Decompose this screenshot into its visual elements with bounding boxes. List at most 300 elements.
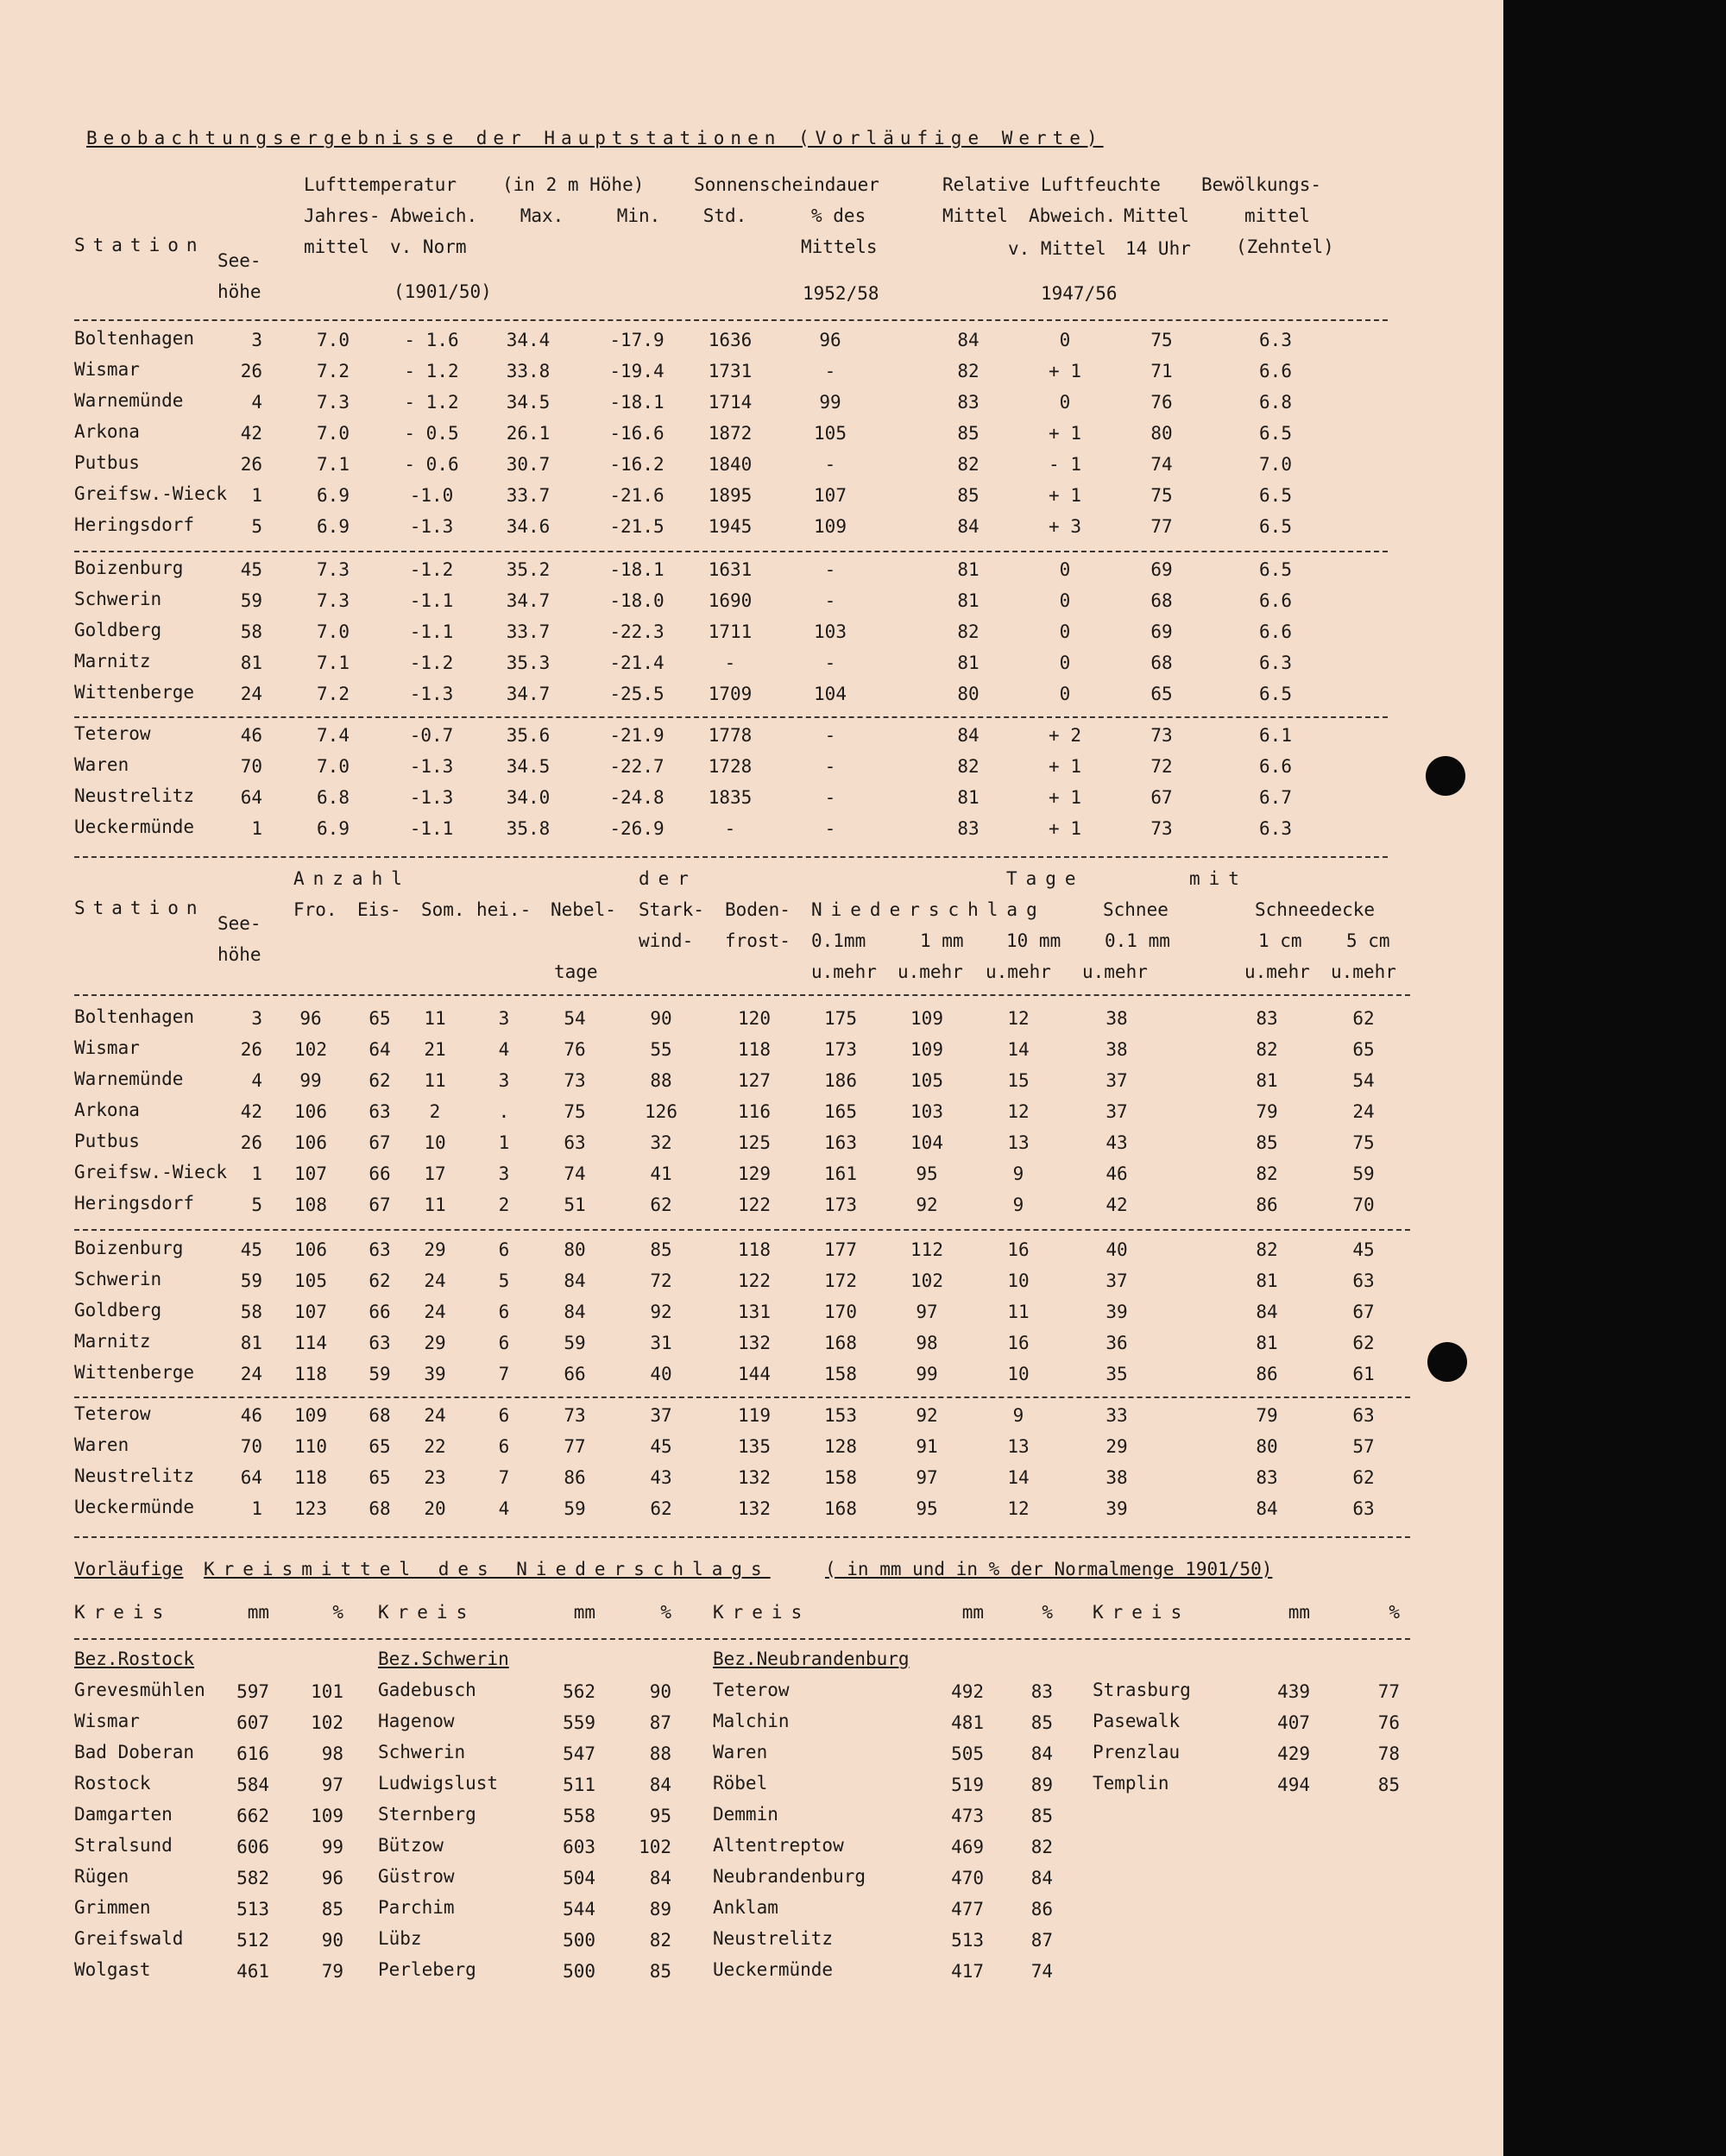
kreis-pct: 84	[1030, 1868, 1053, 1888]
cell-n01: 177	[824, 1239, 857, 1260]
kreis-pct: 83	[1030, 1681, 1053, 1702]
cell-hei: 6	[498, 1333, 510, 1353]
cell-std: 1895	[708, 485, 753, 506]
cell-n01: 153	[824, 1405, 857, 1426]
cell-wind: 40	[650, 1364, 672, 1384]
kreis-name: Bad Doberan	[74, 1742, 195, 1762]
kreis-mm: 544	[563, 1899, 595, 1920]
cell-rf14: 75	[1150, 330, 1173, 350]
col-header: Mittel	[942, 205, 1008, 226]
cell-bod: 125	[738, 1132, 771, 1153]
cell-bod: 144	[738, 1364, 771, 1384]
cell-pct: 96	[819, 330, 841, 350]
kreis-name: Malchin	[713, 1711, 790, 1731]
col-header: See-	[217, 913, 261, 934]
cell-h: 3	[251, 330, 262, 350]
col-header: u.mehr	[811, 961, 877, 982]
cell-bw: 6.5	[1259, 684, 1292, 704]
cell-som: 17	[424, 1163, 446, 1184]
cell-max: 33.8	[506, 361, 551, 381]
cell-sd1: 83	[1256, 1467, 1278, 1488]
cell-sd5: 63	[1352, 1498, 1375, 1519]
kreis-name: Ludwigslust	[378, 1773, 499, 1794]
cell-bw: 6.3	[1259, 330, 1292, 350]
cell-pct: -	[824, 756, 836, 777]
cell-n1: 99	[916, 1364, 938, 1384]
cell-sd5: 62	[1352, 1008, 1375, 1029]
cell-rf14: 73	[1150, 725, 1173, 746]
kreis-name: Neustrelitz	[713, 1928, 834, 1949]
kreis-pct: 85	[649, 1961, 671, 1982]
cell-std: 1728	[708, 756, 753, 777]
cell-som: 10	[424, 1132, 446, 1153]
cell-dev: - 0.5	[404, 423, 459, 444]
cell-n1: 109	[910, 1008, 943, 1029]
cell-h: 81	[240, 652, 262, 673]
cell-mean: 7.0	[317, 330, 350, 350]
cell-n10: 12	[1007, 1008, 1030, 1029]
kreis-pct: 76	[1377, 1712, 1400, 1733]
cell-n1: 98	[916, 1333, 938, 1353]
kreis-header: mm	[573, 1602, 595, 1623]
kreis-name: Stralsund	[74, 1835, 173, 1856]
cell-neb: 59	[564, 1498, 586, 1519]
cell-rfdev: 0	[1059, 590, 1071, 611]
kreis-pct: 90	[321, 1930, 343, 1951]
cell-rf14: 69	[1150, 559, 1173, 580]
cell-n10: 15	[1007, 1070, 1030, 1091]
cell-pct: -	[824, 454, 836, 475]
kreis-name: Altentreptow	[713, 1835, 844, 1856]
col-header: Niederschlag	[811, 899, 1046, 920]
cell-rf: 84	[957, 725, 980, 746]
cell-som: 20	[424, 1498, 446, 1519]
cell-sd5: 24	[1352, 1101, 1375, 1122]
bezirk-label: Bez.Neubrandenburg	[713, 1649, 910, 1669]
cell-s01: 39	[1106, 1302, 1128, 1322]
kreis-mm: 407	[1277, 1712, 1310, 1733]
dashed-rule	[74, 994, 1410, 996]
cell-n1: 104	[910, 1132, 943, 1153]
cell-n1: 112	[910, 1239, 943, 1260]
cell-eis: 62	[369, 1270, 391, 1291]
cell-mean: 7.3	[317, 392, 350, 413]
cell-dev: -1.3	[409, 516, 454, 537]
cell-h: 5	[251, 1195, 262, 1215]
col-header: (1901/50)	[394, 281, 492, 302]
kreis-name: Röbel	[713, 1773, 768, 1794]
cell-rf14: 72	[1150, 756, 1173, 777]
cell-n01: 173	[824, 1195, 857, 1215]
cell-s01: 38	[1106, 1008, 1128, 1029]
cell-som: 29	[424, 1333, 446, 1353]
cell-h: 58	[240, 621, 262, 642]
cell-dev: - 1.6	[404, 330, 459, 350]
col-header: See-	[217, 250, 261, 271]
col-header: Stark-	[639, 899, 704, 920]
cell-max: 30.7	[506, 454, 551, 475]
cell-n10: 9	[1012, 1163, 1024, 1184]
cell-hei: 1	[498, 1132, 510, 1153]
cell-sd1: 86	[1256, 1364, 1278, 1384]
kreis-name: Hagenow	[378, 1711, 455, 1731]
col-header: Abweich.	[1029, 205, 1117, 226]
cell-max: 35.6	[506, 725, 551, 746]
col-header: Abweich.	[390, 205, 478, 226]
cell-sd1: 81	[1256, 1070, 1278, 1091]
cell-h: 45	[240, 1239, 262, 1260]
cell-s01: 37	[1106, 1270, 1128, 1291]
cell-eis: 66	[369, 1163, 391, 1184]
col-header: Min.	[616, 205, 661, 226]
cell-rfdev: 0	[1059, 652, 1071, 673]
kreis-mm: 481	[951, 1712, 984, 1733]
station-name: Neustrelitz	[74, 785, 195, 806]
cell-som: 24	[424, 1405, 446, 1426]
cell-rfdev: 0	[1059, 684, 1071, 704]
kreis-mm: 559	[563, 1712, 595, 1733]
cell-std: 1731	[708, 361, 753, 381]
kreis-mm: 500	[563, 1961, 595, 1982]
cell-n10: 11	[1007, 1302, 1030, 1322]
col-header: Schnee	[1103, 899, 1169, 920]
col-header: wind-	[639, 930, 694, 951]
cell-bw: 6.6	[1259, 621, 1292, 642]
kreis-header: Kreis	[378, 1602, 476, 1623]
cell-h: 1	[251, 1163, 262, 1184]
cell-som: 22	[424, 1436, 446, 1457]
col-header: frost-	[725, 930, 791, 951]
col-header: Mittel	[1124, 205, 1189, 226]
cell-n1: 97	[916, 1467, 938, 1488]
kreis-pct: 85	[1377, 1775, 1400, 1795]
cell-h: 42	[240, 1101, 262, 1122]
kreis-pct: 85	[1030, 1806, 1053, 1826]
col-header: 0.1 mm	[1105, 930, 1170, 951]
cell-std: -	[724, 818, 736, 839]
cell-n01: 168	[824, 1333, 857, 1353]
cell-n1: 105	[910, 1070, 943, 1091]
col-header: Tage	[1006, 868, 1085, 889]
cell-n01: 163	[824, 1132, 857, 1153]
cell-std: 1714	[708, 392, 753, 413]
cell-h: 81	[240, 1333, 262, 1353]
cell-pct: 103	[814, 621, 847, 642]
cell-hei: 3	[498, 1163, 510, 1184]
kreis-mm: 492	[951, 1681, 984, 1702]
cell-hei: .	[498, 1101, 510, 1122]
cell-rfdev: + 1	[1049, 787, 1081, 808]
col-header: Sonnenscheindauer	[694, 174, 879, 195]
cell-max: 34.4	[506, 330, 551, 350]
cell-rfdev: + 2	[1049, 725, 1081, 746]
kreis-name: Strasburg	[1093, 1680, 1191, 1700]
station-name: Boizenburg	[74, 1238, 184, 1258]
col-header: mit	[1189, 868, 1248, 889]
cell-min: -21.5	[609, 516, 665, 537]
kreis-mm: 519	[951, 1775, 984, 1795]
cell-bw: 6.5	[1259, 485, 1292, 506]
col-header: 10 mm	[1006, 930, 1061, 951]
col-header: Som.	[421, 899, 465, 920]
kreis-mm: 461	[236, 1961, 269, 1982]
cell-n01: 175	[824, 1008, 857, 1029]
cell-rf: 82	[957, 454, 980, 475]
cell-bw: 6.1	[1259, 725, 1292, 746]
cell-bw: 6.6	[1259, 361, 1292, 381]
cell-sd5: 61	[1352, 1364, 1375, 1384]
kreis-name: Schwerin	[378, 1742, 466, 1762]
cell-max: 35.8	[506, 818, 551, 839]
cell-n01: 170	[824, 1302, 857, 1322]
cell-n01: 173	[824, 1039, 857, 1060]
cell-rf: 85	[957, 485, 980, 506]
cell-mean: 7.2	[317, 361, 350, 381]
cell-som: 29	[424, 1239, 446, 1260]
cell-mean: 7.3	[317, 559, 350, 580]
cell-neb: 51	[564, 1195, 586, 1215]
station-name: Goldberg	[74, 620, 162, 640]
kreis-pct: 82	[1030, 1837, 1053, 1857]
cell-bod: 119	[738, 1405, 771, 1426]
cell-bw: 6.7	[1259, 787, 1292, 808]
cell-mean: 7.3	[317, 590, 350, 611]
kreis-mm: 662	[236, 1806, 269, 1826]
kreis-pct: 86	[1030, 1899, 1053, 1920]
cell-s01: 39	[1106, 1498, 1128, 1519]
kreis-pct: 84	[1030, 1743, 1053, 1764]
kreis-title: Vorläufige	[74, 1559, 184, 1579]
cell-mean: 7.0	[317, 423, 350, 444]
cell-h: 70	[240, 1436, 262, 1457]
cell-rfdev: 0	[1059, 330, 1071, 350]
cell-eis: 66	[369, 1302, 391, 1322]
cell-wind: 92	[650, 1302, 672, 1322]
cell-n1: 102	[910, 1270, 943, 1291]
kreis-pct: 95	[649, 1806, 671, 1826]
kreis-pct: 99	[321, 1837, 343, 1857]
station-name: Ueckermünde	[74, 816, 195, 837]
kreis-mm: 616	[236, 1743, 269, 1764]
cell-wind: 45	[650, 1436, 672, 1457]
cell-h: 4	[251, 1070, 262, 1091]
cell-neb: 77	[564, 1436, 586, 1457]
dashed-rule	[74, 716, 1388, 718]
kreis-header: %	[332, 1602, 343, 1623]
kreis-name: Waren	[713, 1742, 768, 1762]
cell-fro: 107	[294, 1302, 327, 1322]
cell-rfdev: 0	[1059, 621, 1071, 642]
station-name: Putbus	[74, 452, 140, 473]
station-name: Arkona	[74, 1100, 140, 1120]
col-header: Fro.	[293, 899, 337, 920]
cell-mean: 7.1	[317, 454, 350, 475]
station-name: Boizenburg	[74, 558, 184, 578]
cell-sd5: 62	[1352, 1467, 1375, 1488]
cell-wind: 88	[650, 1070, 672, 1091]
station-name: Warnemünde	[74, 390, 184, 411]
cell-bod: 132	[738, 1498, 771, 1519]
cell-h: 59	[240, 1270, 262, 1291]
kreis-mm: 512	[236, 1930, 269, 1951]
cell-mean: 6.9	[317, 485, 350, 506]
cell-fro: 99	[299, 1070, 322, 1091]
cell-rf: 81	[957, 652, 980, 673]
station-name: Schwerin	[74, 589, 162, 609]
cell-rf14: 68	[1150, 652, 1173, 673]
cell-n01: 158	[824, 1467, 857, 1488]
station-name: Waren	[74, 1434, 129, 1455]
cell-fro: 106	[294, 1101, 327, 1122]
kreis-pct: 87	[1030, 1930, 1053, 1951]
cell-mean: 7.0	[317, 621, 350, 642]
cell-fro: 107	[294, 1163, 327, 1184]
cell-som: 11	[424, 1195, 446, 1215]
cell-s01: 40	[1106, 1239, 1128, 1260]
cell-hei: 6	[498, 1436, 510, 1457]
cell-rf14: 77	[1150, 516, 1173, 537]
cell-n10: 10	[1007, 1364, 1030, 1384]
cell-min: -16.2	[609, 454, 665, 475]
cell-bod: 122	[738, 1270, 771, 1291]
cell-dev: -1.3	[409, 756, 454, 777]
station-name: Wismar	[74, 359, 140, 380]
cell-pct: -	[824, 818, 836, 839]
cell-sd1: 80	[1256, 1436, 1278, 1457]
cell-fro: 96	[299, 1008, 322, 1029]
cell-sd5: 75	[1352, 1132, 1375, 1153]
cell-wind: 55	[650, 1039, 672, 1060]
col-header: Eis-	[357, 899, 401, 920]
cell-h: 3	[251, 1008, 262, 1029]
col-header: 1 cm	[1258, 930, 1302, 951]
cell-rfdev: + 1	[1049, 756, 1081, 777]
cell-rf14: 65	[1150, 684, 1173, 704]
cell-h: 26	[240, 1039, 262, 1060]
cell-mean: 6.8	[317, 787, 350, 808]
kreis-header: mm	[1288, 1602, 1310, 1623]
cell-som: 21	[424, 1039, 446, 1060]
cell-hei: 6	[498, 1239, 510, 1260]
cell-n01: 186	[824, 1070, 857, 1091]
cell-fro: 114	[294, 1333, 327, 1353]
cell-som: 11	[424, 1070, 446, 1091]
cell-bod: 132	[738, 1333, 771, 1353]
cell-n10: 10	[1007, 1270, 1030, 1291]
col-header: % des	[811, 205, 866, 226]
cell-fro: 108	[294, 1195, 327, 1215]
cell-fro: 106	[294, 1132, 327, 1153]
cell-max: 34.0	[506, 787, 551, 808]
cell-max: 34.7	[506, 684, 551, 704]
cell-h: 26	[240, 361, 262, 381]
cell-n01: 172	[824, 1270, 857, 1291]
cell-sd1: 83	[1256, 1008, 1278, 1029]
kreis-mm: 513	[236, 1899, 269, 1920]
col-header: hei.-	[476, 899, 532, 920]
station-name: Wismar	[74, 1037, 140, 1058]
kreis-mm: 547	[563, 1743, 595, 1764]
col-header: v. Mittel	[1008, 238, 1106, 259]
cell-rfdev: - 1	[1049, 454, 1081, 475]
cell-n10: 16	[1007, 1333, 1030, 1353]
cell-neb: 66	[564, 1364, 586, 1384]
cell-fro: 102	[294, 1039, 327, 1060]
cell-rf: 82	[957, 756, 980, 777]
kreis-mm: 429	[1277, 1743, 1310, 1764]
cell-bw: 6.8	[1259, 392, 1292, 413]
cell-eis: 63	[369, 1101, 391, 1122]
col-header: Station	[74, 235, 205, 255]
kreis-pct: 90	[649, 1681, 671, 1702]
cell-dev: -1.3	[409, 787, 454, 808]
kreis-name: Ueckermünde	[713, 1959, 834, 1980]
cell-std: 1840	[708, 454, 753, 475]
kreis-pct: 101	[311, 1681, 343, 1702]
kreis-mm: 439	[1277, 1681, 1310, 1702]
cell-min: -17.9	[609, 330, 665, 350]
cell-rfdev: + 1	[1049, 485, 1081, 506]
kreis-mm: 469	[951, 1837, 984, 1857]
col-header: 5 cm	[1346, 930, 1390, 951]
cell-min: -21.6	[609, 485, 665, 506]
cell-rf14: 71	[1150, 361, 1173, 381]
cell-h: 64	[240, 1467, 262, 1488]
cell-eis: 65	[369, 1008, 391, 1029]
col-header: mittel	[1244, 205, 1310, 226]
cell-n01: 158	[824, 1364, 857, 1384]
kreis-name: Damgarten	[74, 1804, 173, 1825]
kreis-mm: 417	[951, 1961, 984, 1982]
cell-h: 26	[240, 454, 262, 475]
cell-rfdev: 0	[1059, 559, 1071, 580]
kreis-title: ( in mm und in % der Normalmenge 1901/50)	[825, 1559, 1273, 1579]
cell-h: 70	[240, 756, 262, 777]
cell-rfdev: + 1	[1049, 423, 1081, 444]
cell-sd1: 79	[1256, 1101, 1278, 1122]
cell-sd5: 59	[1352, 1163, 1375, 1184]
cell-dev: -1.1	[409, 818, 454, 839]
cell-max: 33.7	[506, 621, 551, 642]
cell-s01: 35	[1106, 1364, 1128, 1384]
kreis-header: %	[660, 1602, 671, 1623]
kreis-pct: 85	[321, 1899, 343, 1920]
station-name: Teterow	[74, 1403, 151, 1424]
cell-rfdev: + 1	[1049, 818, 1081, 839]
cell-mean: 7.4	[317, 725, 350, 746]
cell-rf: 81	[957, 787, 980, 808]
cell-rf: 81	[957, 559, 980, 580]
kreis-mm: 562	[563, 1681, 595, 1702]
station-name: Neustrelitz	[74, 1466, 195, 1486]
cell-n10: 9	[1012, 1405, 1024, 1426]
cell-n01: 128	[824, 1436, 857, 1457]
cell-min: -18.1	[609, 559, 665, 580]
cell-h: 4	[251, 392, 262, 413]
cell-min: -24.8	[609, 787, 665, 808]
cell-dev: - 0.6	[404, 454, 459, 475]
dashed-rule	[74, 319, 1388, 321]
cell-mean: 7.2	[317, 684, 350, 704]
cell-rf: 84	[957, 330, 980, 350]
station-name: Waren	[74, 754, 129, 775]
cell-rf: 84	[957, 516, 980, 537]
cell-fro: 106	[294, 1239, 327, 1260]
cell-eis: 68	[369, 1498, 391, 1519]
col-header: Lufttemperatur	[304, 174, 457, 195]
cell-dev: - 1.2	[404, 392, 459, 413]
cell-h: 46	[240, 725, 262, 746]
